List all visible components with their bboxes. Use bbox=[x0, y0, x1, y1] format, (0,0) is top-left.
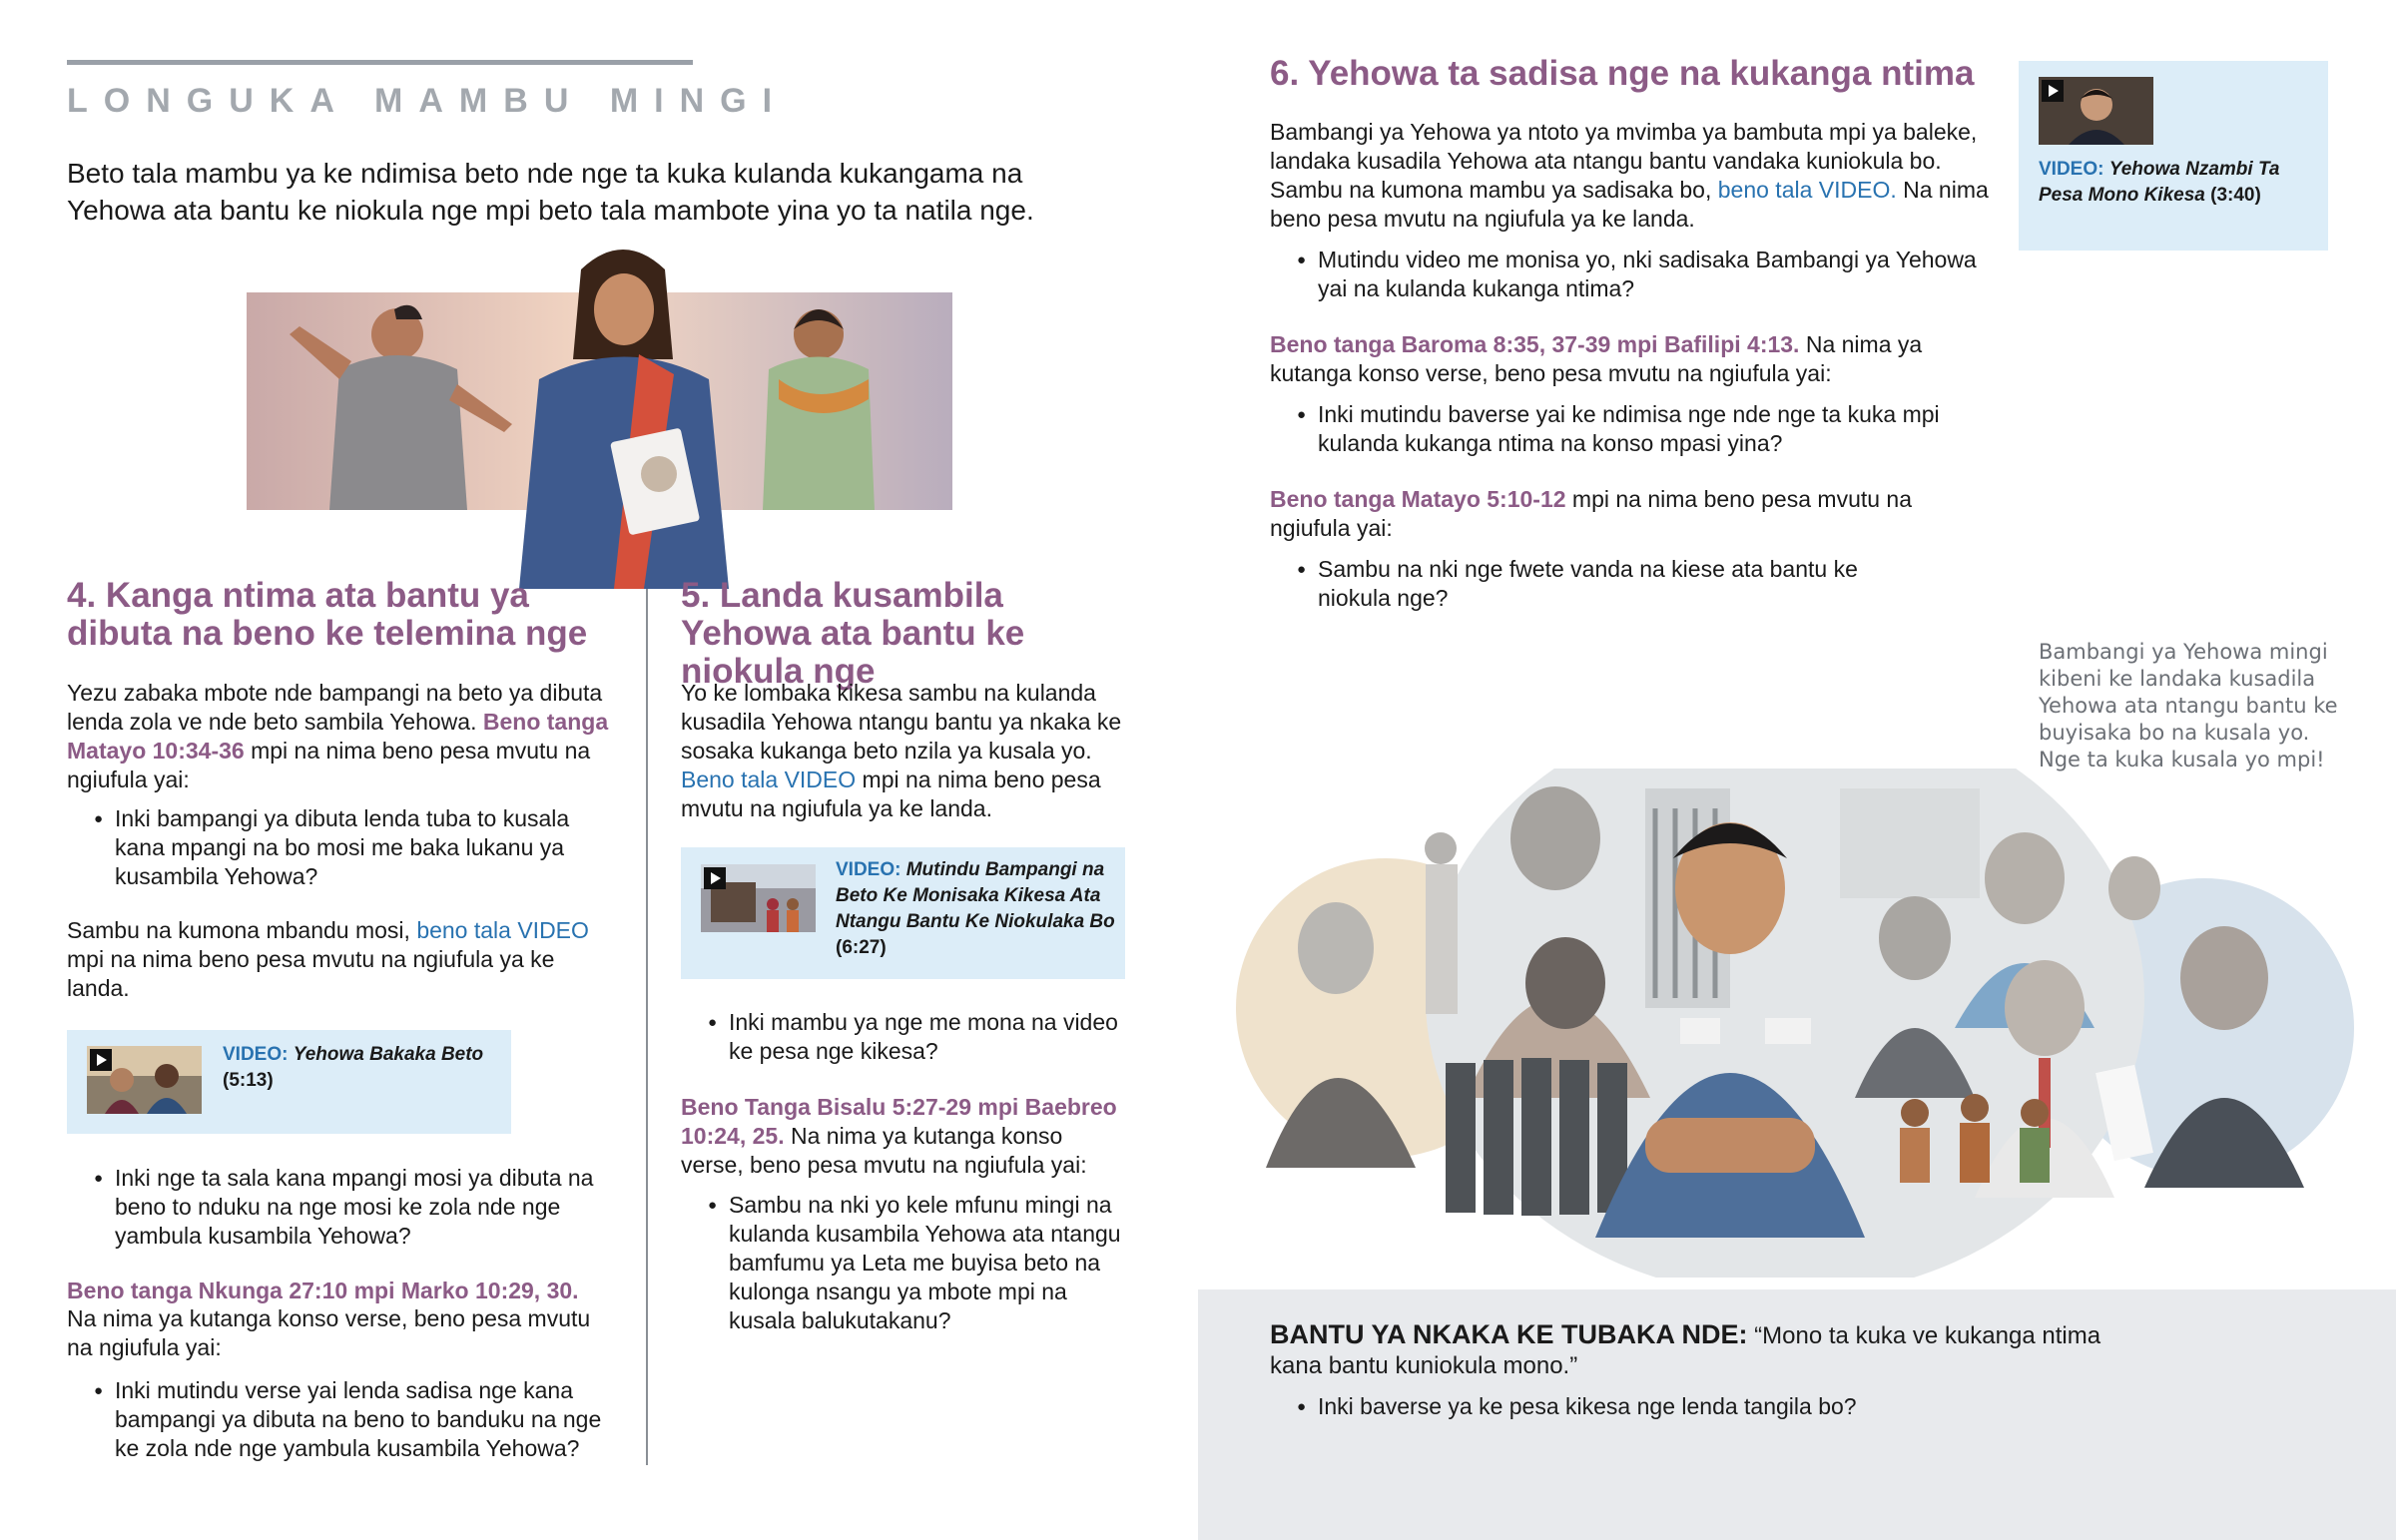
video-label: VIDEO: bbox=[2039, 159, 2104, 180]
question-item: ● Inki nge ta sala kana mpangi mosi ya dibuta na beno to nduku na nge mosi ke zola nde nge yambula kusambila Yehowa? bbox=[67, 1164, 611, 1251]
play-icon[interactable] bbox=[90, 1049, 112, 1071]
video-title: Yehowa Bakaka Beto bbox=[293, 1044, 484, 1065]
video-thumbnail[interactable] bbox=[87, 1046, 202, 1114]
section-5-paragraph bbox=[681, 679, 1130, 823]
illustration-caption: Bambangi ya Yehowa mingi kibeni ke landaka kusadila Yehowa ata ntangu bantu ke buyisaka bo na kusala yo. Nge ta kuka kusala yo mpi! bbox=[2039, 640, 2338, 771]
scripture-reference[interactable]: Beno tanga Nkunga 27:10 mpi Marko 10:29, 30. bbox=[67, 1278, 579, 1303]
section-4-paragraph-text: Yezu zabaka mbote nde bampangi na beto ya dibuta lenda zola ve nde beto sambila Yehowa. bbox=[67, 680, 603, 735]
family-illustration bbox=[220, 250, 958, 589]
section-5-heading: 5. Landa kusambila Yehowa ata bantu ke niokula nge bbox=[681, 576, 1025, 691]
video-prompt-text: Sambu na kumona mbandu mosi, bbox=[67, 917, 417, 943]
reading-instruction: Na nima ya kutanga konso verse, beno pesa mvutu na ngiufula yai: bbox=[67, 1305, 591, 1360]
video-caption bbox=[836, 857, 1115, 961]
question-list bbox=[1270, 400, 1989, 458]
video-link[interactable]: beno tala VIDEO bbox=[416, 917, 589, 943]
section-6-paragraph-tail: Na nima beno pesa mvutu na ngiufula ya ke landa. bbox=[1270, 177, 1989, 232]
section-6-heading: 6. Yehowa ta sadisa nge na kukanga ntima bbox=[1270, 54, 1975, 93]
question-item: ● Mutindu video me monisa yo, nki sadisaka Bambangi ya Yehowa yai na kulanda kukanga ntima? bbox=[1270, 246, 1989, 303]
column-divider bbox=[646, 589, 648, 1465]
video-duration: (6:27) bbox=[836, 937, 887, 958]
question-list bbox=[67, 1164, 611, 1251]
section-5-paragraph-tail: mpi na nima beno pesa mvutu na ngiufula ya ke landa. bbox=[681, 767, 1101, 821]
others-say-label: BANTU YA NKAKA KE TUBAKA NDE: bbox=[1270, 1319, 1748, 1349]
section-4-paragraph-tail: mpi na nima beno pesa mvutu na ngiufula yai: bbox=[67, 738, 591, 792]
section-6-scripture-2 bbox=[1270, 485, 1989, 543]
question-item: ● Sambu na nki yo kele mfunu mingi na kulanda kusambila Yehowa ata ntangu bamfumu ya Leta me buyisa beto na kulonga nsangu ya mbote mpi na kusala balukutakanu? bbox=[681, 1191, 1130, 1335]
video-prompt-tail: mpi na nima beno pesa mvutu na ngiufula ya ke landa. bbox=[67, 946, 555, 1001]
section-4-heading: 4. Kanga ntima ata bantu ya dibuta na beno ke telemina nge bbox=[67, 576, 588, 653]
video-title: Yehowa Nzambi Ta Pesa Mono Kikesa bbox=[2039, 159, 2280, 206]
scripture-reference[interactable]: Beno Tanga Bisalu 5:27-29 mpi Baebreo 10:24, 25. bbox=[681, 1094, 1117, 1149]
section-5-scripture bbox=[681, 1093, 1130, 1180]
question-list bbox=[681, 1191, 1130, 1335]
video-duration: (5:13) bbox=[223, 1070, 274, 1091]
video-thumbnail[interactable] bbox=[701, 864, 816, 932]
others-say bbox=[1270, 1319, 2148, 1381]
question-list bbox=[67, 1376, 626, 1463]
question-item: ● Sambu na nki nge fwete vanda na kiese ata bantu ke niokula nge? bbox=[1270, 555, 1889, 613]
play-icon[interactable] bbox=[2042, 80, 2064, 102]
video-card[interactable] bbox=[67, 1030, 511, 1134]
video-caption bbox=[223, 1042, 502, 1094]
section-6-scripture-1 bbox=[1270, 330, 1989, 388]
section-4-video-prompt bbox=[67, 916, 611, 1003]
video-duration: (3:40) bbox=[2210, 185, 2261, 206]
section-5-paragraph-text: Yo ke lombaka kikesa sambu na kulanda kusadila Yehowa ntangu bantu ya nkaka ke sosaka kukanga beto nzila ya kusala yo. bbox=[681, 680, 1122, 764]
section-6-paragraph-text: Bambangi ya Yehowa ya ntoto ya mvimba ya bambuta mpi ya baleke, landaka kusadila Yehowa ata ntangu bantu vandaka kuniokula bo. Sambu na kumona mambu ya sadisaka bo, bbox=[1270, 119, 1978, 203]
question-item: ● Inki mutindu verse yai lenda sadisa nge kana bampangi ya dibuta na beno to banduku na nge ke zola nde nge yambula kusambila Yehowa? bbox=[67, 1376, 626, 1463]
witnesses-illustration bbox=[1226, 769, 2364, 1278]
reading-instruction: mpi na nima beno pesa mvutu na ngiufula yai: bbox=[1270, 486, 1913, 541]
scripture-reference[interactable]: Beno tanga Baroma 8:35, 37-39 mpi Bafilipi 4:13. bbox=[1270, 331, 1800, 357]
intro-text: Beto tala mambu ya ke ndimisa beto nde nge ta kuka kulanda kukangama na Yehowa ata bantu ke niokula nge mpi beto tala mambote yina yo ta natila nge. bbox=[67, 158, 1034, 226]
section-6-paragraph bbox=[1270, 118, 1989, 234]
play-icon[interactable] bbox=[704, 867, 726, 889]
question-list bbox=[681, 1008, 1130, 1066]
reading-instruction: Na nima ya kutanga konso verse, beno pesa mvutu na ngiufula yai: bbox=[681, 1123, 1087, 1178]
question-item: ● Inki bampangi ya dibuta lenda tuba to kusala kana mpangi na bo mosi me baka lukanu ya kusambila Yehowa? bbox=[67, 804, 611, 891]
video-card[interactable] bbox=[681, 847, 1125, 979]
question-item: ● Inki baverse ya ke pesa kikesa nge lenda tangila bo? bbox=[1270, 1392, 2148, 1421]
section-4-paragraph bbox=[67, 679, 611, 794]
question-list bbox=[67, 804, 611, 891]
video-link[interactable]: Beno tala VIDEO bbox=[681, 767, 857, 792]
video-thumbnail[interactable] bbox=[2039, 77, 2153, 145]
video-label: VIDEO: bbox=[836, 859, 901, 880]
question-list bbox=[1270, 1392, 2148, 1421]
question-item: ● Inki mambu ya nge me mona na video ke pesa nge kikesa? bbox=[681, 1008, 1130, 1066]
scripture-reference[interactable]: Beno tanga Matayo 10:34-36 bbox=[67, 709, 609, 764]
video-label: VIDEO: bbox=[223, 1044, 289, 1065]
section-rule bbox=[67, 60, 693, 65]
video-title: Mutindu Bampangi na Beto Ke Monisaka Kikesa Ata Ntangu Bantu Ke Niokulaka Bo bbox=[836, 859, 1115, 932]
video-caption bbox=[2039, 157, 2318, 209]
others-say-quote: “Mono ta kuka ve kukanga ntima kana bantu kuniokula mono.” bbox=[1270, 1322, 2101, 1379]
section-label: LONGUKA MAMBU MINGI bbox=[67, 82, 789, 120]
video-link[interactable]: beno tala VIDEO. bbox=[1717, 177, 1897, 203]
question-list bbox=[1270, 555, 1889, 613]
scripture-reference[interactable]: Beno tanga Matayo 5:10-12 bbox=[1270, 486, 1566, 512]
video-card[interactable] bbox=[2019, 61, 2328, 251]
reading-instruction: Na nima ya kutanga konso verse, beno pesa mvutu na ngiufula yai: bbox=[1270, 331, 1923, 386]
question-item: ● Inki mutindu baverse yai ke ndimisa nge nde nge ta kuka mpi kulanda kukanga ntima na konso mpasi yina? bbox=[1270, 400, 1989, 458]
question-list bbox=[1270, 246, 1989, 303]
